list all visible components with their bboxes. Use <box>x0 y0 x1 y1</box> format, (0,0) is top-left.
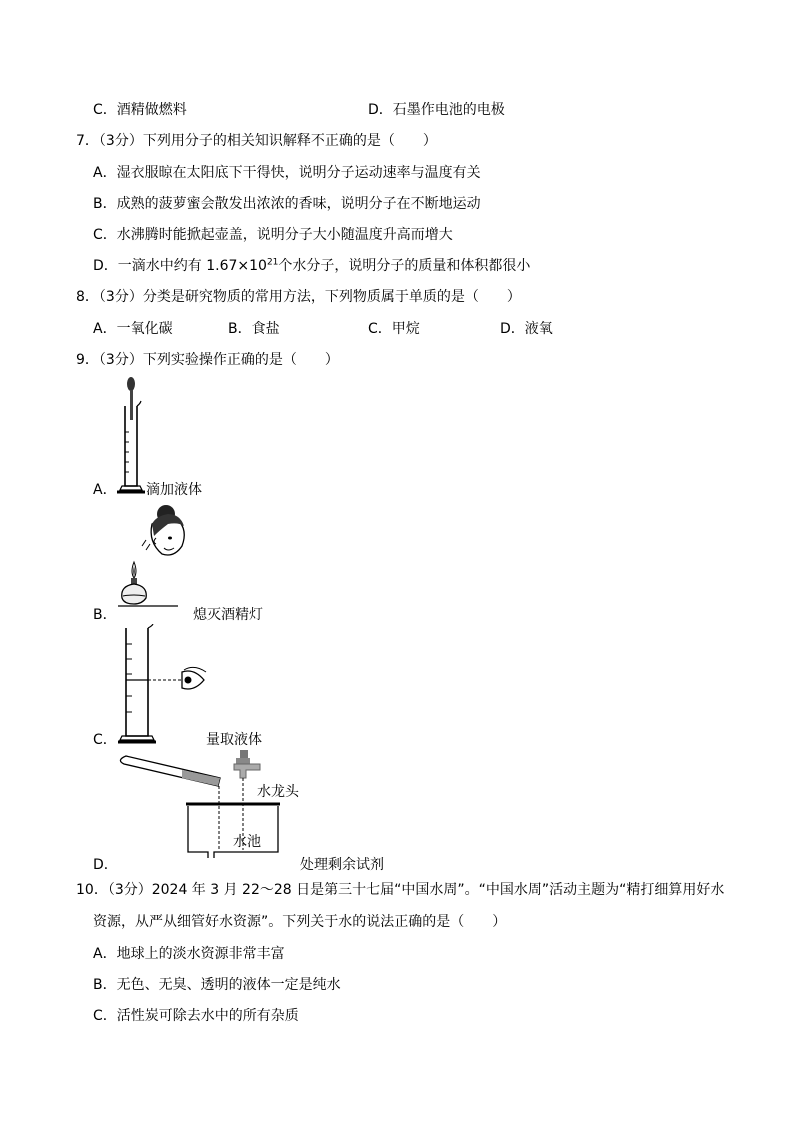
blow-out-lamp-illustration <box>118 502 198 620</box>
q8-option-c: C．甲烷 <box>368 321 420 337</box>
q7-option-c: C．水沸腾时能掀起壶盖，说明分子大小随温度升高而增大 <box>93 227 453 243</box>
q9-option-b-letter: B． <box>93 607 117 623</box>
q9-stem: 9．（3分）下列实验操作正确的是（ ） <box>76 352 339 368</box>
q9-option-d-letter: D． <box>93 857 118 873</box>
q9-option-a-letter: A． <box>93 482 117 498</box>
q8-option-b: B．食盐 <box>228 321 280 337</box>
q9-option-d-caption: 处理剩余试剂 <box>300 857 384 873</box>
q10-stem-line2: 资源，从严从细管好水资源”。下列关于水的说法正确的是（ ） <box>93 914 507 930</box>
q7-option-d <box>93 256 530 276</box>
q10-option-b: B．无色、无臭、透明的液体一定是纯水 <box>93 977 341 993</box>
q7-option-b: B．成熟的菠萝蜜会散发出浓浓的香味，说明分子在不断地运动 <box>93 196 481 212</box>
q7-option-d-post: 个水分子，说明分子的质量和体积都很小 <box>278 258 531 274</box>
q9-faucet-label: 水龙头 <box>257 784 299 800</box>
q9-option-a-caption: 滴加液体 <box>146 482 202 498</box>
q9-option-b-caption: 熄灭酒精灯 <box>193 607 263 623</box>
read-cylinder-illustration <box>112 624 212 746</box>
q10-option-a: A．地球上的淡水资源非常丰富 <box>93 946 285 962</box>
q9-sink-label: 水池 <box>233 834 261 850</box>
q7-option-a: A．湿衣服晾在太阳底下干得快，说明分子运动速率与温度有关 <box>93 165 481 181</box>
q6-option-d: D．石墨作电池的电极 <box>368 102 505 118</box>
q9-option-c-letter: C． <box>93 732 117 748</box>
q8-option-d: D．液氧 <box>500 321 553 337</box>
pour-reagent-sink-illustration <box>112 748 312 858</box>
q7-option-d-exponent: 21 <box>266 257 279 268</box>
q8-stem: 8．（3分）分类是研究物质的常用方法，下列物质属于单质的是（ ） <box>76 289 521 305</box>
q10-option-c: C．活性炭可除去水中的所有杂质 <box>93 1008 299 1024</box>
q10-stem-line1: 10．（3分）2024 年 3 月 22～28 日是第三十七届“中国水周”。“中国水周”活动主题为“精打细算用好水 <box>76 882 725 898</box>
q6-option-c: C．酒精做燃料 <box>93 102 187 118</box>
q7-option-d-pre: D．一滴水中约有 1.67×10 <box>93 258 267 274</box>
q8-option-a: A．一氧化碳 <box>93 321 173 337</box>
dropper-cylinder-illustration <box>112 374 152 496</box>
q7-stem: 7．（3分）下列用分子的相关知识解释不正确的是（ ） <box>76 133 437 149</box>
q9-option-c-caption: 量取液体 <box>206 732 262 748</box>
